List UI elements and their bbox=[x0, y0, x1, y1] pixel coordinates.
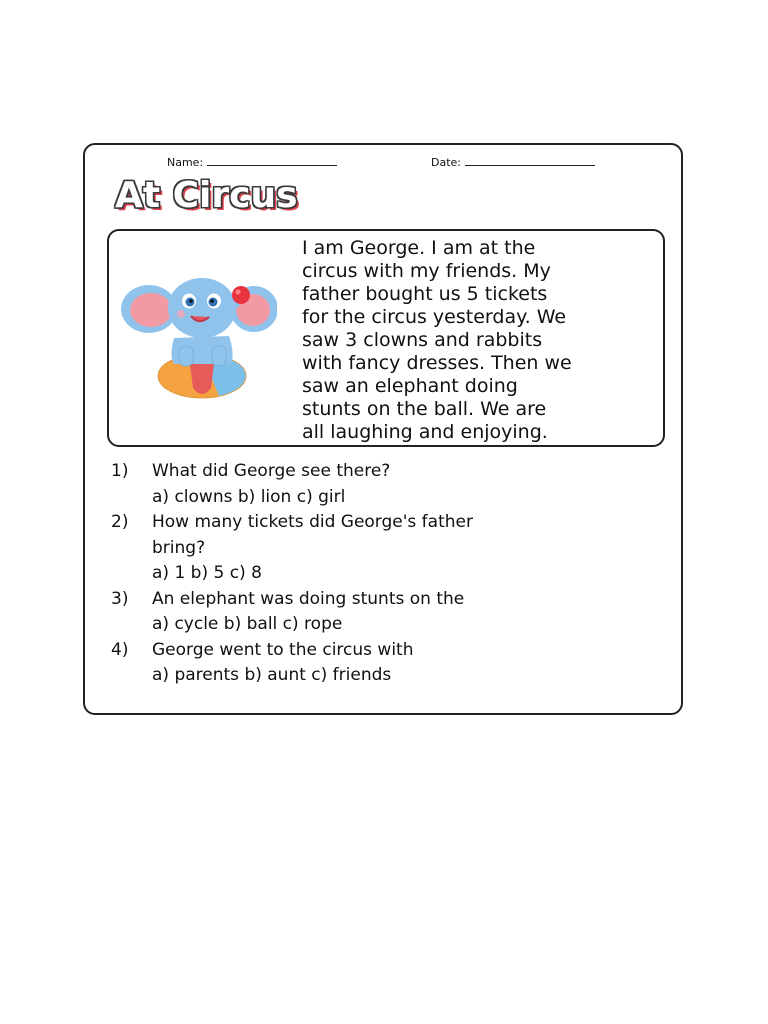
question-number: 2) bbox=[111, 512, 129, 532]
question-1-options bbox=[111, 485, 671, 511]
story-line: saw 3 clowns and rabbits bbox=[302, 329, 543, 351]
question-2-continued bbox=[111, 536, 671, 562]
story-text bbox=[302, 237, 658, 444]
question-4 bbox=[111, 638, 671, 664]
date-label: Date: bbox=[431, 156, 461, 169]
story-line: stunts on the ball. We are bbox=[302, 398, 547, 420]
elephant-on-ball-icon bbox=[119, 276, 277, 406]
answer-options: a) clowns b) lion c) girl bbox=[152, 486, 346, 507]
question-number: 3) bbox=[111, 588, 129, 609]
question-text: How many tickets did George's father bbox=[152, 512, 473, 532]
story-line: saw an elephant doing bbox=[302, 375, 518, 397]
name-field bbox=[167, 155, 337, 169]
question-3-options bbox=[111, 612, 671, 638]
answer-options: a) parents b) aunt c) friends bbox=[152, 665, 392, 685]
question-number: 4) bbox=[111, 639, 129, 660]
story-line: I am George. I am at the bbox=[302, 237, 536, 259]
question-number: 1) bbox=[111, 461, 129, 481]
date-line bbox=[465, 155, 595, 166]
date-field bbox=[431, 155, 595, 169]
question-4-options bbox=[111, 663, 671, 689]
question-text: George went to the circus with bbox=[152, 639, 414, 660]
answer-options: a) 1 b) 5 c) 8 bbox=[152, 563, 262, 583]
story-line: circus with my friends. My bbox=[302, 260, 551, 282]
question-1 bbox=[111, 459, 671, 485]
worksheet bbox=[83, 143, 683, 715]
answer-options: a) cycle b) ball c) rope bbox=[152, 614, 343, 634]
question-text: bring? bbox=[152, 537, 206, 558]
worksheet-title: At Circus bbox=[115, 175, 298, 216]
story-line: for the circus yesterday. We bbox=[302, 306, 567, 328]
question-text: What did George see there? bbox=[152, 461, 391, 481]
question-text: An elephant was doing stunts on the bbox=[152, 588, 465, 609]
name-label: Name: bbox=[167, 156, 204, 169]
story-line: with fancy dresses. Then we bbox=[302, 352, 572, 374]
question-2 bbox=[111, 510, 671, 536]
question-2-options bbox=[111, 561, 671, 587]
questions-list bbox=[111, 459, 671, 689]
story-line: father bought us 5 tickets bbox=[302, 283, 548, 305]
name-line bbox=[207, 155, 337, 166]
question-3 bbox=[111, 587, 671, 613]
story-line: all laughing and enjoying. bbox=[302, 421, 548, 443]
story-box bbox=[107, 229, 665, 447]
